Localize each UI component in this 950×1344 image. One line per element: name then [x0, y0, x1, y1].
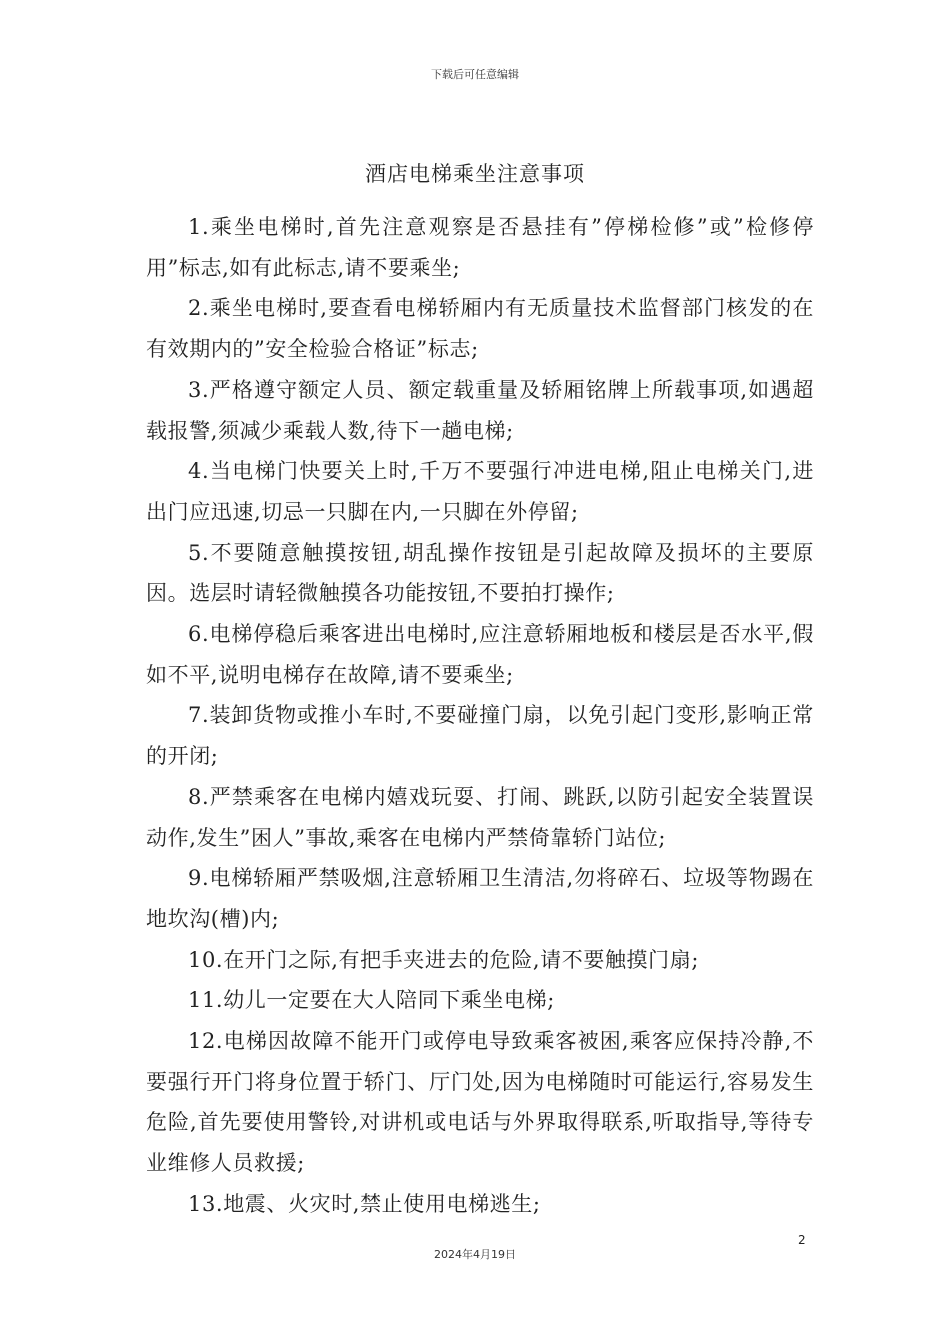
document-body [146, 207, 814, 1225]
list-item: 3.严格遵守额定人员、额定载重量及轿厢铭牌上所载事项,如遇超载报警,须减少乘载人数,待下一趟电梯; [146, 377, 814, 443]
list-item: 1.乘坐电梯时,首先注意观察是否悬挂有”停梯检修”或”检修停用”标志,如有此标志,请不要乘坐; [146, 215, 814, 280]
footer-date: 2024年4月19日 [434, 1248, 516, 1261]
list-item: 11.幼儿一定要在大人陪同下乘坐电梯; [188, 988, 555, 1013]
list-item: 9.电梯轿厢严禁吸烟,注意轿厢卫生清洁,勿将碎石、垃圾等物踢在地坎沟(槽)内; [146, 866, 814, 931]
list-item: 6.电梯停稳后乘客进出电梯时,应注意轿厢地板和楼层是否水平,假如不平,说明电梯存在故障,请不要乘坐; [146, 622, 814, 687]
document-title: 酒店电梯乘坐注意事项 [365, 162, 585, 186]
list-item: 10.在开门之际,有把手夹进去的危险,请不要触摸门扇; [188, 947, 700, 972]
list-item: 12.电梯因故障不能开门或停电导致乘客被困,乘客应保持冷静,不要强行开门将身位置于轿门、厅门处,因为电梯随时可能运行,容易发生危险,首先要使用警铃,对讲机或电话与外界取得联系,听取指导,等待专业维修人员救援; [146, 1029, 814, 1176]
page-number: 2 [798, 1233, 806, 1247]
list-item: 13.地震、火灾时,禁止使用电梯逃生; [188, 1191, 541, 1216]
list-item: 7.装卸货物或推小车时,不要碰撞门扇，以免引起门变形,影响正常的开闭; [146, 703, 814, 769]
list-item: 5.不要随意触摸按钮,胡乱操作按钮是引起故障及损坏的主要原因。选层时请轻微触摸各功能按钮,不要拍打操作; [146, 540, 814, 606]
page-header: 下载后可任意编辑 [431, 68, 519, 81]
list-item: 8.严禁乘客在电梯内嬉戏玩耍、打闹、跳跃,以防引起安全装置误动作,发生”困人”事故,乘客在电梯内严禁倚靠轿门站位; [146, 784, 814, 850]
list-item: 4.当电梯门快要关上时,千万不要强行冲进电梯,阻止电梯关门,进出门应迅速,切忌一只脚在内,一只脚在外停留; [146, 459, 814, 524]
list-item: 2.乘坐电梯时,要查看电梯轿厢内有无质量技术监督部门核发的在有效期内的”安全检验合格证”标志; [146, 296, 814, 362]
